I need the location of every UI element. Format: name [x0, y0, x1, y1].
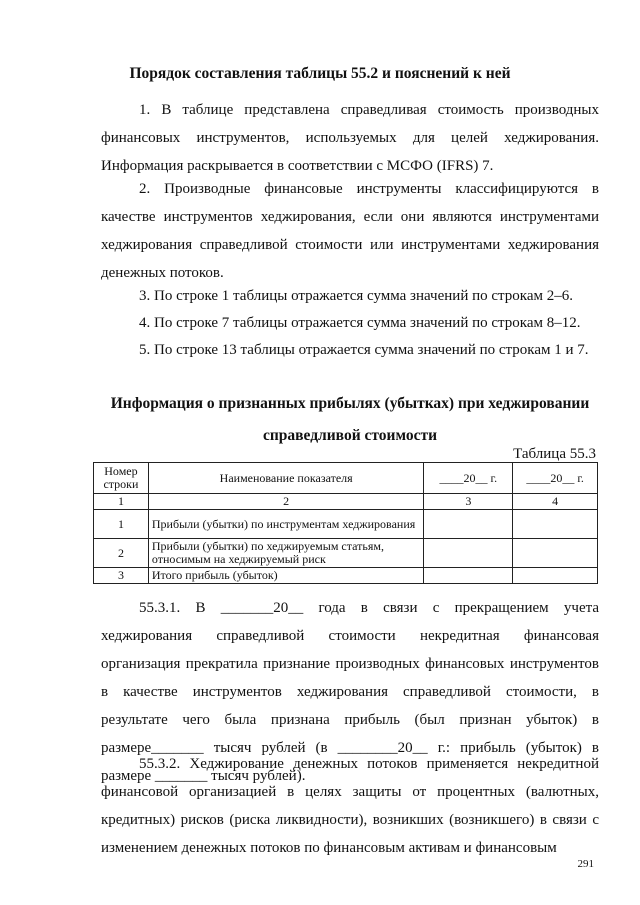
row-number: 3 — [94, 568, 149, 584]
paragraph-1: 1. В таблице представлена справедливая стоимость производных финансовых инструментов, используемых для целей хеджирования. Информация раскрывается в соответствии с МСФО (IFRS) 7. — [101, 102, 599, 174]
column-number-row — [94, 494, 598, 510]
paragraph-2: 2. Производные финансовые инструменты классифицируются в качестве инструментов хеджирования, если они являются инструментами хеджирования справедливой стоимости или инструментами хеджирования денежных потоков. — [101, 181, 599, 281]
row-value-1 — [424, 539, 513, 568]
column-number: 3 — [424, 494, 513, 510]
hedging-table — [93, 462, 598, 584]
column-number: 2 — [148, 494, 424, 510]
table-caption: Таблица 55.3 — [513, 446, 596, 462]
row-number: 2 — [94, 539, 149, 568]
row-number: 1 — [94, 510, 149, 539]
row-name: Прибыли (убытки) по инструментам хеджирования — [148, 510, 424, 539]
header-row-number: Номер строки — [94, 463, 149, 494]
section-heading: Порядок составления таблицы 55.2 и пояснений к ней — [129, 65, 511, 82]
row-name: Итого прибыль (убыток) — [148, 568, 424, 584]
paragraph-55-3-1: 55.3.1. В _______20__ года в связи с прекращением учета хеджирования справедливой стоимости некредитная финансовая организация прекратила признание производных финансовых инструментов в качестве инструментов хеджирования справедливой стоимости, в результате чего была признана прибыль (был признан убыток) в размере_______ тысяч рублей (в ________20__ г.: прибыль (убыток) в размере _______ тысяч рублей). — [101, 600, 599, 784]
paragraph-4: 4. По строке 7 таблицы отражается сумма значений по строкам 8–12. — [139, 315, 581, 331]
row-value-1 — [424, 510, 513, 539]
paragraph-3: 3. По строке 1 таблицы отражается сумма значений по строкам 2–6. — [139, 288, 573, 304]
row-value-2 — [513, 510, 598, 539]
table-header-row — [94, 463, 598, 494]
header-indicator-name: Наименование показателя — [148, 463, 424, 494]
row-name: Прибыли (убытки) по хеджируемым статьям, относимым на хеджируемый риск — [148, 539, 424, 568]
column-number: 1 — [94, 494, 149, 510]
table-row — [94, 510, 598, 539]
header-period-2: ____20__ г. — [513, 463, 598, 494]
row-value-2 — [513, 539, 598, 568]
table-row — [94, 539, 598, 568]
paragraph-5: 5. По строке 13 таблицы отражается сумма значений по строкам 1 и 7. — [139, 342, 589, 358]
table-row — [94, 568, 598, 584]
header-period-1: ____20__ г. — [424, 463, 513, 494]
row-value-1 — [424, 568, 513, 584]
column-number: 4 — [513, 494, 598, 510]
page-number: 291 — [577, 858, 594, 870]
table-section-title: Информация о признанных прибылях (убытках) при хеджировании справедливой стоимости — [110, 395, 590, 444]
paragraph-55-3-2: 55.3.2. Хеджирование денежных потоков применяется некредитной финансовой организацией в целях защиты от процентных (валютных, кредитных) рисков (риска ликвидности), возникших (возникшего) в связи с изменением денежных потоков по финансовым активам и финансовым — [101, 756, 599, 856]
row-value-2 — [513, 568, 598, 584]
